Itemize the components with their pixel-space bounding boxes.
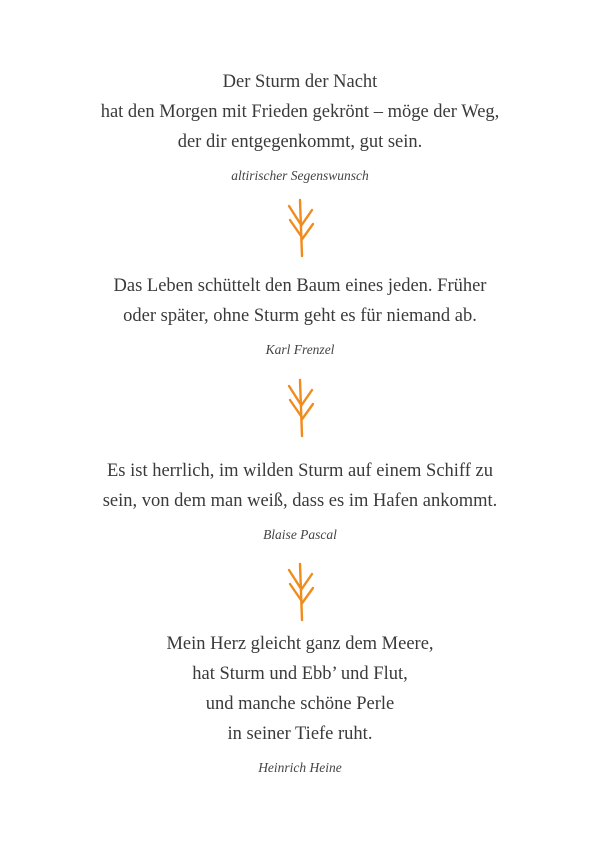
twig-icon (286, 378, 316, 438)
quote-block-2 (0, 271, 600, 359)
quote-line: und manche schöne Perle (205, 694, 395, 714)
quote-line: hat den Morgen mit Frieden gekrönt – möge der Weg, (100, 102, 500, 122)
quote-block-1 (0, 67, 600, 185)
quote-author: altirischer Segenswunsch (231, 168, 369, 183)
quote-line: Es ist herrlich, im wilden Sturm auf einem Schiff zu (106, 461, 494, 481)
quote-block-4 (0, 629, 600, 777)
quote-line: sein, von dem man weiß, dass es im Hafen ankommt. (102, 491, 498, 511)
quote-line: oder später, ohne Sturm geht es für niemand ab. (123, 306, 477, 326)
quote-line: hat Sturm und Ebb’ und Flut, (192, 664, 408, 684)
quote-line: Der Sturm der Nacht (222, 72, 378, 92)
quote-line: in seiner Tiefe ruht. (227, 724, 373, 744)
quote-line: Mein Herz gleicht ganz dem Meere, (166, 634, 434, 654)
quote-author: Karl Frenzel (265, 342, 335, 357)
twig-icon (286, 562, 316, 622)
quote-line: Das Leben schüttelt den Baum eines jeden. Früher (113, 276, 487, 296)
quote-block-3 (0, 456, 600, 544)
quote-author: Blaise Pascal (263, 527, 337, 542)
quote-line: der dir entgegenkommt, gut sein. (177, 132, 423, 152)
twig-icon (286, 198, 316, 258)
quote-author: Heinrich Heine (258, 760, 342, 775)
